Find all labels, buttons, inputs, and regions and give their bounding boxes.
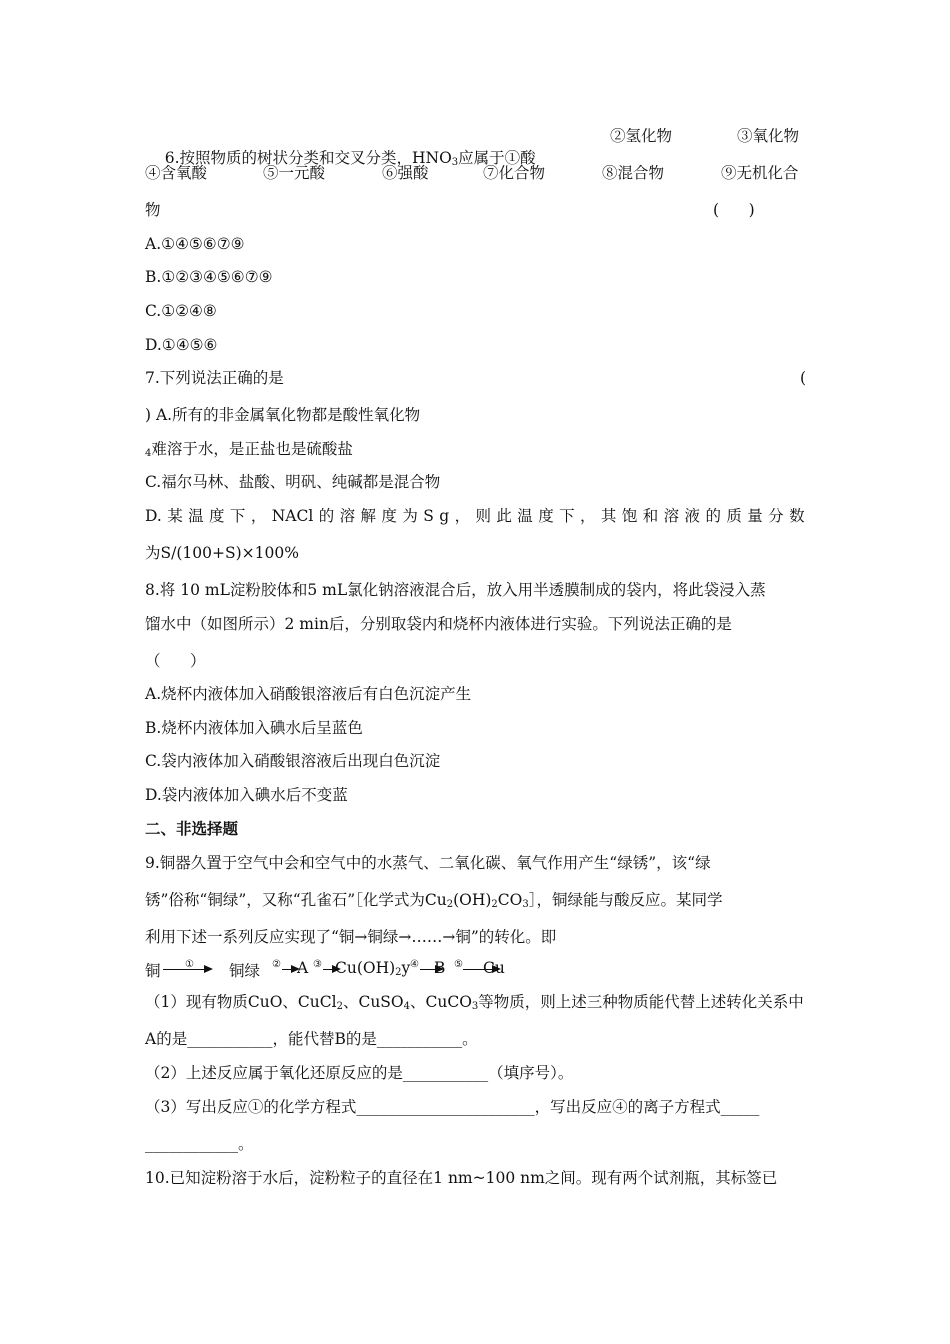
chain-hydroxide: $Cu(OH)_2y$ [335, 959, 411, 978]
q7-option-b: $_4$难溶于水，是正盐也是硫酸盐 [145, 440, 353, 459]
chain-a: A [297, 959, 309, 977]
q6-option-d: D.①④⑤⑥ [145, 336, 218, 354]
q7-stem: 7.下列说法正确的是 [145, 369, 284, 387]
q6-opt6: ⑥强酸 [382, 164, 429, 182]
q6-option-c: C.①②④⑧ [145, 302, 217, 320]
step-4-label: ④ [410, 959, 419, 970]
chain-b: B [434, 959, 446, 977]
q7-option-c: C.福尔马林、盐酸、明矾、纯碱都是混合物 [145, 473, 441, 491]
q6-paren: ( ) [713, 201, 755, 219]
q9-line3: 利用下述一系列反应实现了“铜→铜绿→……→铜”的转化。即 [145, 928, 557, 946]
q9-sub3: （3）写出反应①的化学方程式_______________________，写出反应④的离子方程式_____ [145, 1098, 760, 1116]
arrow-2-icon [282, 969, 298, 970]
q8-option-a: A.烧杯内液体加入硝酸银溶液后有白色沉淀产生 [145, 685, 472, 703]
q6-opt4: ④含氧酸 [145, 164, 208, 182]
q8-line1: 8.将 10 mL淀粉胶体和5 mL氯化钠溶液混合后，放入用半透膜制成的袋内，将此袋浸入蒸 [145, 581, 766, 599]
q6-opt8: ⑧混合物 [602, 164, 665, 182]
q8-option-d: D.袋内液体加入碘水后不变蓝 [145, 786, 348, 804]
q6-opt7: ⑦化合物 [483, 164, 546, 182]
q10-line1: 10.已知淀粉溶于水后，淀粉粒子的直径在1 nm~100 nm之间。现有两个试剂瓶，其标签已 [145, 1169, 778, 1187]
q6-option-a: A.①④⑤⑥⑦⑨ [145, 235, 245, 253]
q6-line3: 物 [145, 201, 161, 219]
step-3-label: ③ [313, 959, 322, 970]
q9-sub1-line2: A的是___________，能代替B的是___________。 [145, 1030, 478, 1048]
section-heading: 二、非选择题 [145, 820, 239, 838]
q6-option-b: B.①②③④⑤⑥⑦⑨ [145, 268, 273, 286]
reaction-chain [145, 957, 525, 983]
q7-option-d-line1: D. 某 温 度 下 ， NACl 的 溶 解 度 为 S g ， 则 此 温 度 下 ， 其 饱 和 溶 液 的 质 量 分 数 [145, 507, 805, 525]
q8-line2: 馏水中（如图所示）2 min后，分别取袋内和烧杯内液体进行实验。下列说法正确的是 [145, 615, 732, 633]
step-5-label: ⑤ [454, 959, 463, 970]
q7-paren-open: ( [800, 369, 807, 387]
q6-opt3: ③氧化物 [737, 127, 800, 145]
q8-paren: （ ） [145, 652, 206, 670]
q9-sub1: （1）现有物质CuO、CuCl$_2$、CuSO$_4$、CuCO$_3$等物质，则上述三种物质能代替上述转化关系中 [145, 993, 804, 1012]
q7-option-a: ) A.所有的非金属氧化物都是酸性氧化物 [145, 406, 421, 424]
q9-sub2: （2）上述反应属于氧化还原反应的是___________（填序号）。 [145, 1064, 574, 1082]
q8-option-b: B.烧杯内液体加入碘水后呈蓝色 [145, 719, 363, 737]
q6-opt5: ⑤一元酸 [263, 164, 326, 182]
chain-verdigris: 铜绿 [229, 962, 261, 980]
q6-line1: 6.按照物质的树状分类和交叉分类，$HNO_3$应属于①酸 [164, 149, 536, 168]
q9-line2: 锈”俗称“铜绿”，又称“孔雀石”［化学式为$Cu_2(OH)_2CO_3]$，铜绿能与酸反应。某同学 [145, 891, 723, 910]
q9-line1: 9.铜器久置于空气中会和空气中的水蒸气、二氧化碳、氧气作用产生“绿锈”，该“绿 [145, 854, 711, 872]
q8-option-c: C.袋内液体加入硝酸银溶液后出现白色沉淀 [145, 752, 441, 770]
step-2-label: ② [272, 959, 281, 970]
step-1-label: ① [185, 959, 194, 970]
q6-opt9: ⑨无机化合 [721, 164, 799, 182]
q6-opt2: ②氢化物 [610, 127, 673, 145]
chain-copper: 铜 [145, 962, 161, 980]
q7-option-d-line2: 为S/(100+S)×100% [145, 544, 299, 562]
chain-cu: Cu [483, 959, 505, 977]
q9-sub3-line2: ____________。 [145, 1135, 254, 1153]
